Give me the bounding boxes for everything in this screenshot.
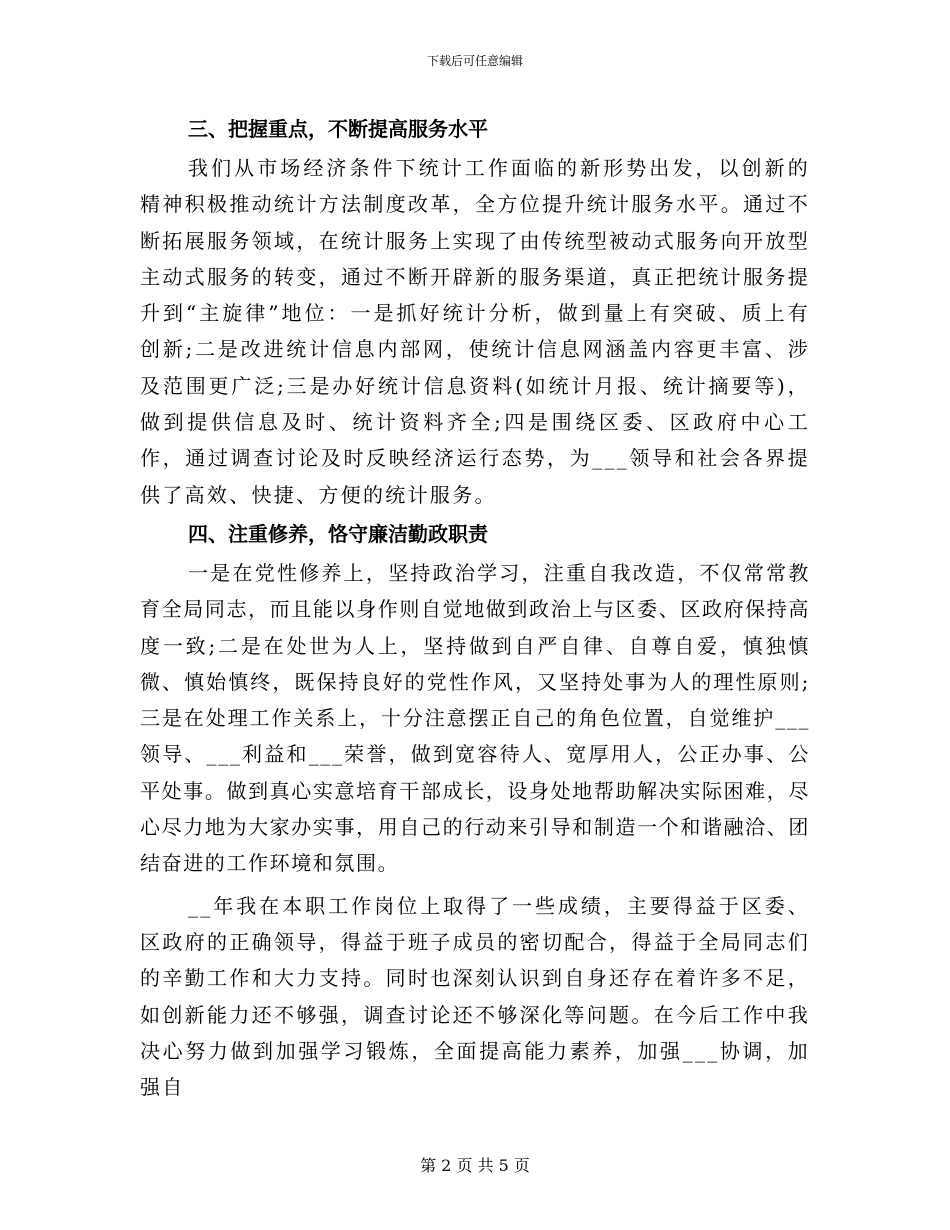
page-number: 第 2 页 共 5 页 bbox=[420, 1156, 530, 1175]
section-heading-3: 三、把握重点，不断提高服务水平 bbox=[188, 117, 488, 141]
document-body bbox=[140, 108, 810, 1105]
section-paragraph-3: 我们从市场经济条件下统计工作面临的新形势出发，以创新的精神积极推动统计方法制度改革，全方位提升统计服务水平。通过不断拓展服务领域，在统计服务上实现了由传统型被动式服务向开放型主动式服务的转变，通过不断开辟新的服务渠道，真正把统计服务提升到“主旋律”地位：一是抓好统计分析，做到量上有突破、质上有创新;二是改进统计信息内部网，使统计信息网涵盖内容更丰富、涉及范围更广泛;三是办好统计信息资料(如统计月报、统计摘要等)，做到提供信息及时、统计资料齐全;四是围绕区委、区政府中心工作，通过调查讨论及时反映经济运行态势，为___领导和社会各界提供了高效、快捷、方便的统计服务。 bbox=[140, 156, 810, 507]
closing-paragraph: __年我在本职工作岗位上取得了一些成绩，主要得益于区委、区政府的正确领导，得益于班子成员的密切配合，得益于全局同志们的辛勤工作和大力支持。同时也深刻认识到自身还存在着许多不足，如创新能力还不够强，调查讨论还不够深化等问题。在今后工作中我决心努力做到加强学习锻炼，全面提高能力素养，加强___协调，加强自 bbox=[140, 893, 810, 1100]
page-header: 下载后可任意编辑 bbox=[426, 54, 523, 68]
section-heading-4: 四、注重修养，恪守廉洁勤政职责 bbox=[188, 521, 488, 546]
section-paragraph-4: 一是在党性修养上，坚持政治学习，注重自我改造，不仅常常教育全局同志，而且能以身作则自觉地做到政治上与区委、区政府保持高度一致;二是在处世为人上，坚持做到自严自律、自尊自爱，慎独慎微、慎始慎终，既保持良好的党性作风，又坚持处事为人的理性原则;三是在处理工作关系上，十分注意摆正自己的角色位置，自觉维护___领导、___利益和___荣誉，做到宽容待人、宽厚用人，公正办事、公平处事。做到真心实意培育干部成长，设身处地帮助解决实际困难，尽心尽力地为大家办实事，用自己的行动来引导和制造一个和谐融洽、团结奋进的工作环境和氛围。 bbox=[140, 560, 810, 876]
